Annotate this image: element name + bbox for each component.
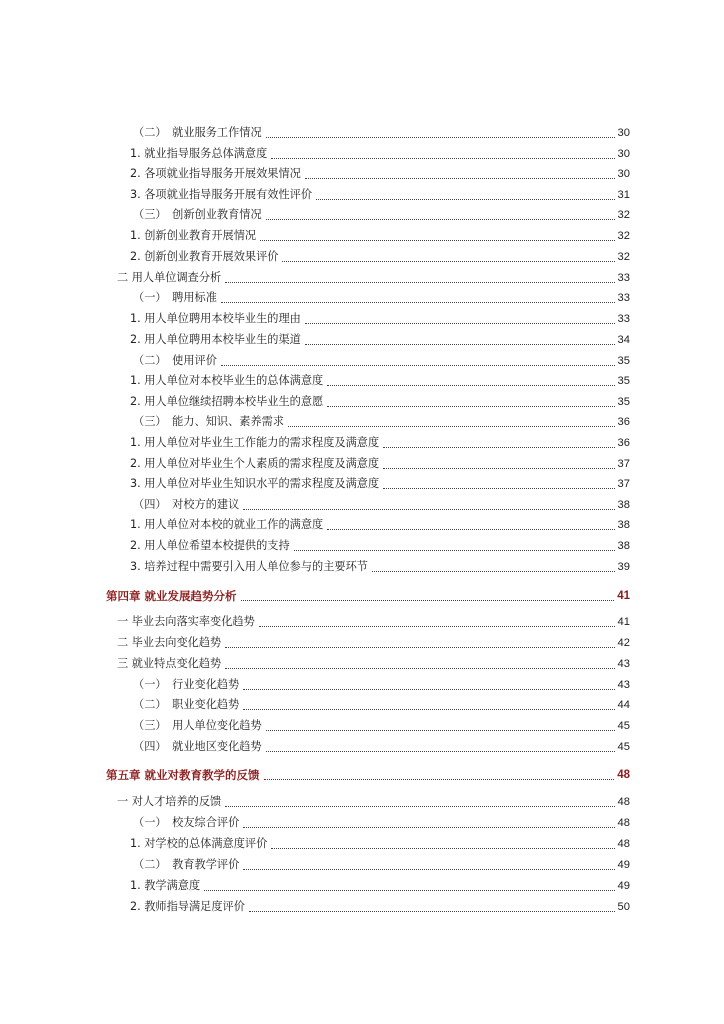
toc-page-number: 33 [617, 313, 630, 325]
dot-leader [249, 910, 615, 912]
toc-entry[interactable] [133, 813, 630, 833]
toc-page-number: 32 [617, 251, 630, 263]
toc-entry-label: 一 对人才培养的反馈 [117, 795, 222, 808]
toc-page-number: 39 [617, 561, 630, 573]
dot-leader [221, 364, 615, 366]
dot-leader [305, 322, 615, 324]
toc-entry[interactable] [130, 330, 630, 350]
toc-page-number: 30 [617, 148, 630, 160]
dot-leader [383, 467, 614, 469]
toc-page-number: 41 [617, 616, 630, 628]
toc-entry-label: 2. 用人单位聘用本校毕业生的渠道 [130, 333, 301, 346]
toc-page-number: 48 [617, 796, 630, 808]
toc-page-number: 38 [617, 540, 630, 552]
dot-leader [243, 826, 614, 828]
toc-entry[interactable] [133, 675, 630, 695]
dot-leader [305, 343, 615, 345]
dot-leader [288, 425, 615, 427]
toc-page-number: 50 [617, 901, 630, 913]
toc-page-number: 44 [617, 699, 630, 711]
dot-leader [327, 405, 614, 407]
toc-entry[interactable] [130, 474, 630, 494]
dot-leader [305, 177, 615, 179]
dot-leader [225, 667, 614, 669]
toc-page-number: 37 [617, 478, 630, 490]
toc-entry-label: 1. 创新创业教育开展情况 [130, 229, 257, 242]
toc-entry-label: 三 就业特点变化趋势 [117, 657, 222, 670]
toc-entry-label: （一） 聘用标准 [133, 291, 217, 304]
toc-entry-label: （二） 就业服务工作情况 [133, 126, 262, 139]
dot-leader [266, 136, 615, 138]
dot-leader [383, 446, 614, 448]
dot-leader [221, 301, 615, 303]
toc-page-number: 32 [617, 230, 630, 242]
toc-entry[interactable] [133, 412, 630, 432]
dot-leader [294, 549, 615, 551]
toc-page-number: 36 [617, 437, 630, 449]
toc-entry-label: 第五章 就业对教育教学的反馈 [106, 768, 260, 782]
toc-page-number: 35 [617, 375, 630, 387]
toc-entry-label: （二） 教育教学评价 [133, 858, 240, 871]
toc-entry[interactable] [117, 654, 630, 674]
toc-entry-label: 1. 对学校的总体满意度评价 [130, 837, 268, 850]
toc-chapter-4[interactable] [106, 586, 630, 606]
toc-page-number: 35 [617, 396, 630, 408]
dot-leader [266, 729, 615, 731]
toc-entry-label: （一） 校友综合评价 [133, 816, 240, 829]
toc-entry-label: （四） 对校方的建议 [133, 498, 240, 511]
toc-page-number: 48 [617, 817, 630, 829]
dot-leader [243, 688, 614, 690]
toc-entry-label: 1. 教学满意度 [130, 879, 201, 892]
dot-leader [327, 528, 614, 530]
toc-page-number: 49 [617, 880, 630, 892]
toc-entry[interactable] [133, 123, 630, 143]
toc-entry[interactable] [130, 144, 630, 164]
toc-page-number: 43 [617, 679, 630, 691]
toc-page-number: 35 [617, 355, 630, 367]
dot-leader [372, 570, 615, 572]
toc-entry-label: 2. 用人单位继续招聘本校毕业生的意愿 [130, 395, 324, 408]
toc-entry[interactable] [133, 737, 630, 757]
toc-page-number: 36 [617, 416, 630, 428]
toc-page-number: 48 [617, 769, 630, 781]
dot-leader [243, 868, 614, 870]
toc-entry-label: 2. 创新创业教育开展效果评价 [130, 250, 279, 263]
dot-leader [241, 599, 615, 601]
dot-leader [204, 889, 614, 891]
toc-entry[interactable] [133, 716, 630, 736]
toc-entry[interactable] [130, 247, 630, 267]
toc-entry-label: （三） 创新创业教育情况 [133, 208, 262, 221]
toc-page-number: 45 [617, 741, 630, 753]
toc-entry-label: （三） 能力、知识、素养需求 [133, 415, 285, 428]
toc-entry-label: 1. 用人单位对本校毕业生的总体满意度 [130, 374, 324, 387]
toc-page-number: 48 [617, 838, 630, 850]
dot-leader [243, 708, 614, 710]
dot-leader [266, 750, 615, 752]
dot-leader [225, 805, 614, 807]
toc-entry[interactable] [130, 226, 630, 246]
dot-leader [327, 384, 614, 386]
toc-entry-label: （三） 用人单位变化趋势 [133, 719, 262, 732]
toc-entry[interactable] [130, 454, 630, 474]
toc-entry-label: 2. 用人单位希望本校提供的支持 [130, 539, 290, 552]
toc-entry[interactable] [130, 536, 630, 556]
dot-leader [259, 625, 615, 627]
toc-entry[interactable] [133, 855, 630, 875]
toc-entry[interactable] [130, 515, 630, 535]
toc-page-number: 45 [617, 720, 630, 732]
toc-page-number: 31 [617, 189, 630, 201]
dot-leader [282, 260, 614, 262]
toc-entry-label: 2. 用人单位对毕业生个人素质的需求程度及满意度 [130, 457, 380, 470]
dot-leader [225, 281, 614, 283]
dot-leader [264, 778, 615, 780]
toc-entry[interactable] [130, 897, 630, 917]
toc-entry[interactable] [130, 876, 630, 896]
dot-leader [271, 847, 614, 849]
toc-entry[interactable] [133, 351, 630, 371]
toc-entry-label: 3. 各项就业指导服务开展有效性评价 [130, 188, 313, 201]
toc-page-number: 43 [617, 658, 630, 670]
toc-page-number: 49 [617, 859, 630, 871]
toc-page-number: 30 [617, 168, 630, 180]
dot-leader [266, 218, 615, 220]
toc-entry-label: 1. 用人单位对本校的就业工作的满意度 [130, 518, 324, 531]
toc-entry[interactable] [133, 288, 630, 308]
toc-entry[interactable] [130, 164, 630, 184]
toc-page-number: 33 [617, 272, 630, 284]
toc-entry[interactable] [117, 268, 630, 288]
toc-entry-label: （一） 行业变化趋势 [133, 678, 240, 691]
toc-entry[interactable] [130, 433, 630, 453]
dot-leader [383, 487, 614, 489]
toc-entry-label: 2. 各项就业指导服务开展效果情况 [130, 167, 301, 180]
toc-page-number: 38 [617, 519, 630, 531]
toc-entry-label: 第四章 就业发展趋势分析 [106, 589, 237, 603]
toc-page-number: 37 [617, 458, 630, 470]
toc-page-number: 33 [617, 292, 630, 304]
toc-page-number: 38 [617, 499, 630, 511]
toc-entry[interactable] [130, 557, 630, 577]
toc-entry[interactable] [130, 185, 630, 205]
toc-entry-label: （二） 职业变化趋势 [133, 698, 240, 711]
toc-chapter-5[interactable] [106, 765, 630, 785]
dot-leader [260, 239, 614, 241]
toc-entry[interactable] [117, 633, 630, 653]
toc-entry-label: 1. 用人单位对毕业生工作能力的需求程度及满意度 [130, 436, 380, 449]
toc-entry[interactable] [130, 371, 630, 391]
toc-page-number: 41 [617, 590, 630, 602]
toc-entry[interactable] [117, 612, 630, 632]
toc-entry-label: 3. 用人单位对毕业生知识水平的需求程度及满意度 [130, 477, 380, 490]
toc-entry-label: 1. 就业指导服务总体满意度 [130, 147, 268, 160]
dot-leader [225, 646, 614, 648]
toc-entry[interactable] [117, 792, 630, 812]
toc-entry-label: （四） 就业地区变化趋势 [133, 740, 262, 753]
toc-entry[interactable] [130, 834, 630, 854]
toc-entry-label: 二 用人单位调查分析 [117, 271, 222, 284]
toc-entry-label: 1. 用人单位聘用本校毕业生的理由 [130, 312, 301, 325]
dot-leader [243, 508, 614, 510]
toc-entry-label: 二 毕业去向变化趋势 [117, 636, 222, 649]
toc-entry[interactable] [130, 309, 630, 329]
toc-entry[interactable] [133, 695, 630, 715]
dot-leader [271, 157, 614, 159]
toc-page-number: 34 [617, 334, 630, 346]
toc-page-number: 32 [617, 209, 630, 221]
dot-leader [316, 198, 615, 200]
toc-entry[interactable] [133, 205, 630, 225]
toc-entry-label: （二） 使用评价 [133, 354, 217, 367]
toc-entry-label: 3. 培养过程中需要引入用人单位参与的主要环节 [130, 560, 368, 573]
toc-page-number: 30 [617, 127, 630, 139]
toc-entry[interactable] [130, 392, 630, 412]
toc-page-number: 42 [617, 637, 630, 649]
toc-entry-label: 一 毕业去向落实率变化趋势 [117, 615, 255, 628]
toc-entry-label: 2. 教师指导满足度评价 [130, 900, 245, 913]
toc-entry[interactable] [133, 495, 630, 515]
